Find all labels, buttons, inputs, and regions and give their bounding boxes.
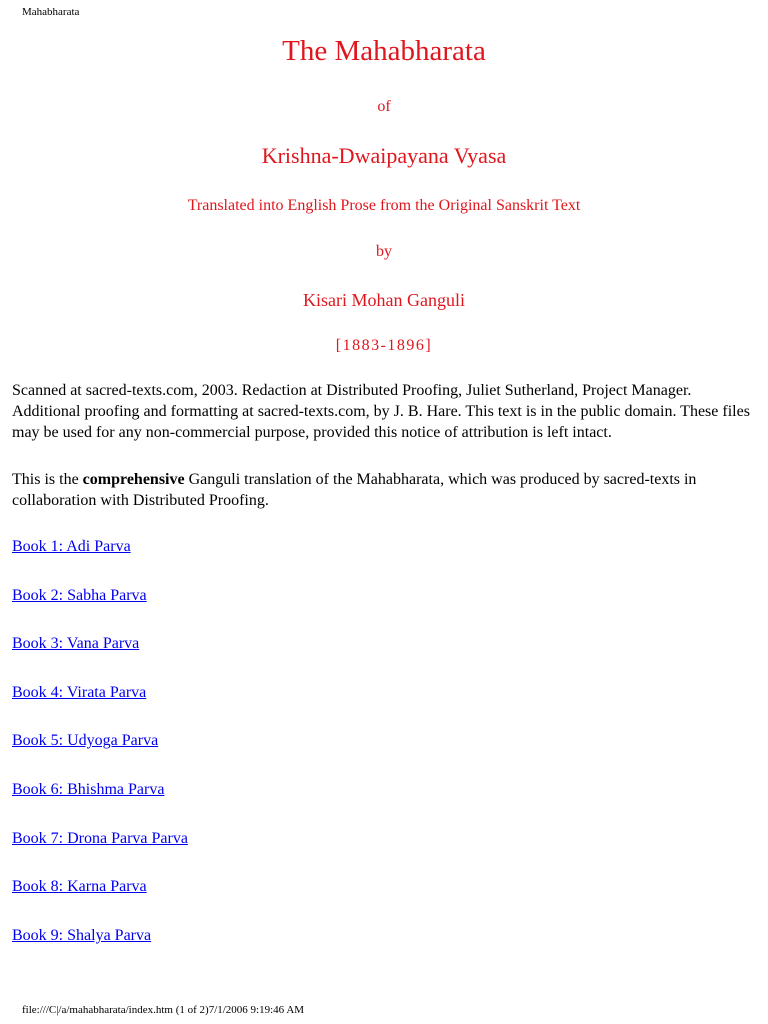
book-link-6[interactable]: Book 6: Bhishma Parva [12, 780, 165, 798]
book-link-5[interactable]: Book 5: Udyoga Parva [12, 732, 159, 750]
book-link-list [12, 537, 188, 974]
translation-note: Translated into English Prose from the Original Sanskrit Text [187, 197, 581, 214]
page-title: The Mahabharata [282, 35, 486, 67]
page-footer: file:///C|/a/mahabharata/index.htm (1 of 2)7/1/2006 9:19:46 AM [22, 1004, 305, 1016]
book-link-9[interactable]: Book 9: Shalya Parva [12, 926, 152, 944]
list-item [12, 926, 188, 975]
book-link-3[interactable]: Book 3: Vana Parva [12, 635, 140, 653]
translator-name: Kisari Mohan Ganguli [303, 290, 465, 310]
list-item [12, 780, 188, 829]
book-link-8[interactable]: Book 8: Karna Parva [12, 878, 147, 896]
publication-years: [1883-1896] [335, 337, 433, 354]
list-item [12, 683, 188, 732]
list-item [12, 537, 188, 586]
title-of: of [377, 98, 391, 115]
intro-text-before: This is the [12, 471, 83, 488]
running-header: Mahabharata [22, 6, 80, 18]
list-item [12, 731, 188, 780]
book-link-7[interactable]: Book 7: Drona Parva Parva [12, 829, 188, 847]
book-link-2[interactable]: Book 2: Sabha Parva [12, 586, 147, 604]
intro-text-after: Ganguli translation of the Mahabharata, which was produced by sacred-texts in collaboration with Distributed Proofing. [12, 471, 697, 509]
list-item [12, 877, 188, 926]
credits-paragraph: Scanned at sacred-texts.com, 2003. Redaction at Distributed Proofing, Juliet Sutherland, Project Manager. Additional proofing and formatting at sacred-texts.com, by J. B. Hare. This text is in the public domain. These files may be used for any non-commercial purpose, provided this notice of attribution is left intact. [12, 382, 750, 441]
intro-bold-text: comprehensive [82, 471, 185, 488]
list-item [12, 829, 188, 878]
author-name: Krishna-Dwaipayana Vyasa [261, 143, 507, 168]
book-link-4[interactable]: Book 4: Virata Parva [12, 683, 147, 701]
intro-paragraph [12, 469, 758, 511]
title-by: by [376, 243, 392, 260]
list-item [12, 586, 188, 635]
book-link-1[interactable]: Book 1: Adi Parva [12, 538, 131, 555]
list-item [12, 634, 188, 683]
